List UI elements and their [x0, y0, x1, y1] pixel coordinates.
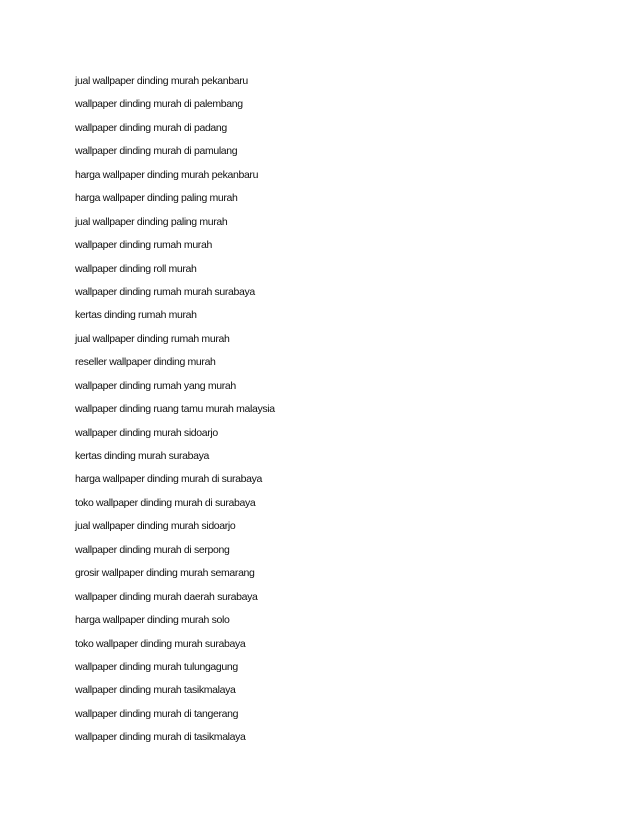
keyword-line: wallpaper dinding roll murah — [75, 262, 197, 275]
keyword-line: harga wallpaper dinding murah solo — [75, 614, 230, 627]
keyword-line: wallpaper dinding murah di palembang — [75, 98, 243, 111]
keyword-line: wallpaper dinding murah di pamulang — [75, 145, 238, 158]
keyword-line: toko wallpaper dinding murah di surabaya — [75, 496, 256, 509]
keyword-line: jual wallpaper dinding paling murah — [75, 215, 228, 228]
keyword-line: wallpaper dinding murah di tangerang — [75, 707, 239, 720]
keyword-line: wallpaper dinding murah di tasikmalaya — [75, 731, 246, 744]
keyword-line: jual wallpaper dinding murah sidoarjo — [75, 520, 236, 533]
keyword-line: wallpaper dinding rumah yang murah — [75, 379, 236, 392]
keyword-line: wallpaper dinding ruang tamu murah malaysia — [75, 403, 275, 416]
keyword-line: toko wallpaper dinding murah surabaya — [75, 637, 246, 650]
keyword-line: harga wallpaper dinding murah di surabaya — [75, 473, 263, 486]
keyword-line: harga wallpaper dinding paling murah — [75, 192, 238, 205]
keyword-line: kertas dinding rumah murah — [75, 309, 197, 322]
keyword-line: wallpaper dinding murah sidoarjo — [75, 426, 218, 439]
keyword-line: wallpaper dinding murah di serpong — [75, 543, 230, 556]
keyword-list — [75, 73, 595, 753]
keyword-line: jual wallpaper dinding murah pekanbaru — [75, 75, 248, 87]
keyword-line: grosir wallpaper dinding murah semarang — [75, 567, 255, 580]
keyword-line: wallpaper dinding rumah murah surabaya — [75, 285, 255, 298]
keyword-line: reseller wallpaper dinding murah — [75, 356, 216, 369]
keyword-line: kertas dinding murah surabaya — [75, 450, 210, 462]
keyword-line: wallpaper dinding murah di padang — [75, 121, 227, 134]
keyword-line: harga wallpaper dinding murah pekanbaru — [75, 168, 259, 181]
keyword-line: wallpaper dinding rumah murah — [75, 239, 212, 252]
keyword-line: wallpaper dinding murah tasikmalaya — [75, 684, 236, 697]
keyword-line: wallpaper dinding murah daerah surabaya — [75, 590, 258, 603]
keyword-line: jual wallpaper dinding rumah murah — [75, 332, 230, 345]
keyword-line: wallpaper dinding murah tulungagung — [75, 660, 238, 673]
